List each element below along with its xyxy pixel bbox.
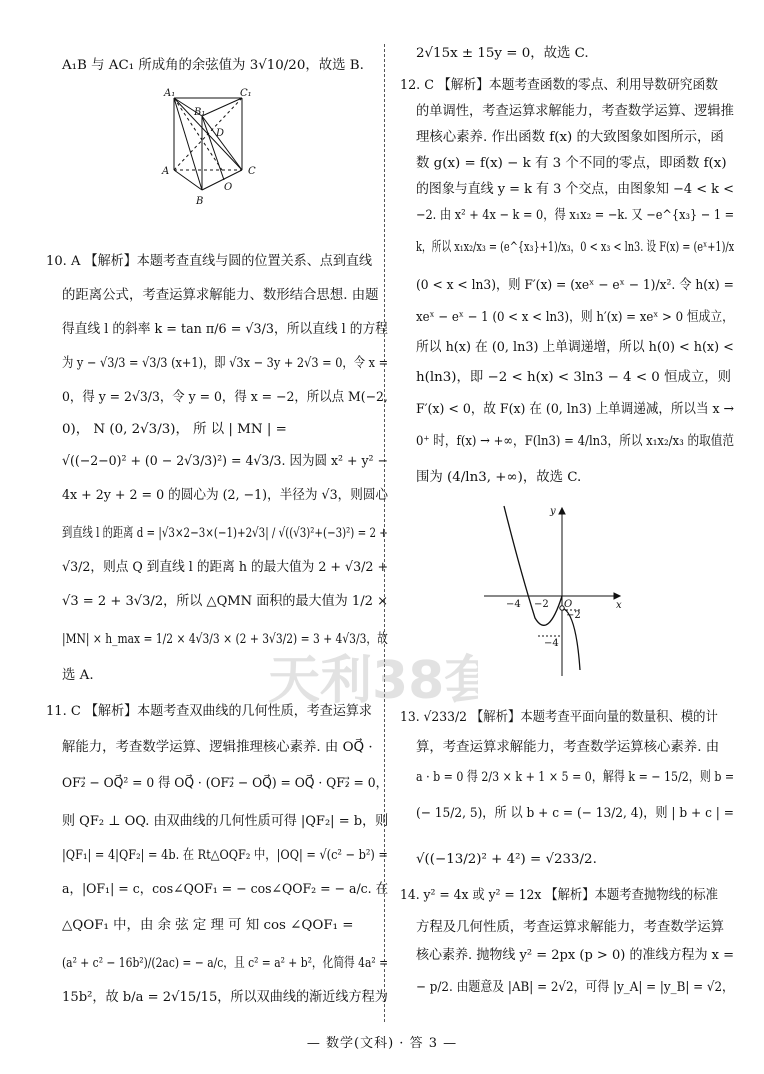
tick-y-neg2: −2 <box>566 610 581 621</box>
text-line: k，所以 x₁x₂/x₃ = (e^{x₃}+1)/x₃，0 < x₃ < ln3. 设 F(x) = (eˣ+1)/x <box>416 240 735 255</box>
label-D: D <box>216 128 225 139</box>
x-arrow <box>614 593 620 599</box>
x-label: x <box>616 600 622 611</box>
text-line: △QOF₁ 中，由 余 弦 定 理 可 知 cos ∠QOF₁ = <box>62 918 354 933</box>
text-line: 11. C 【解析】本题考查双曲线的几何性质，考查运算求 <box>46 704 372 719</box>
text-line: 的图象与直线 y = k 有 3 个交点，由图象知 −4 < k < <box>416 182 734 197</box>
tick-neg4: −4 <box>506 599 521 610</box>
text-line: A₁B 与 AC₁ 所成角的余弦值为 3√10/20，故选 B. <box>62 58 364 73</box>
text-line: 2√15x ± 15y = 0，故选 C. <box>416 46 589 61</box>
text-line: a，|OF₁| = c，cos∠QOF₁ = − cos∠QOF₂ = − a/c. 在 <box>62 882 389 897</box>
text-line: F′(x) < 0，故 F(x) 在 (0, ln3) 上单调递减，所以当 x → <box>416 402 735 417</box>
edge <box>174 170 202 190</box>
text-line: 10. A 【解析】本题考查直线与圆的位置关系、点到直线 <box>46 254 373 269</box>
text-line: 4x + 2y + 2 = 0 的圆心为 (2, −1)，半径为 √3，则圆心 <box>62 488 389 503</box>
text-line: 核心素养. 抛物线 y² = 2px (p > 0) 的准线方程为 x = <box>416 948 735 963</box>
label-C: C <box>248 166 256 177</box>
text-line: h(ln3)，即 −2 < h(x) < 3ln3 − 4 < 0 恒成立，则 <box>416 370 732 385</box>
text-line: 所以 h(x) 在 (0, ln3) 上单调递增，所以 h(0) < h(x) < <box>416 340 734 355</box>
text-line: OF₂⃗ − OQ⃗² = 0 得 OQ⃗ · (OF₂⃗ − OQ⃗) = OQ⃗ · QF₂⃗ = 0， <box>62 776 388 791</box>
text-line: 为 y − √3/3 = √3/3 (x+1)，即 √3x − 3y + 2√3 = 0，令 x = <box>62 356 389 371</box>
text-line: xeˣ − eˣ − 1 (0 < x < ln3)，则 h′(x) = xeˣ > 0 恒成立， <box>416 310 734 325</box>
text-line: 15b²，故 b/a = 2√15/15，所以双曲线的渐近线方程为 <box>62 990 388 1005</box>
text-line: 理核心素养. 作出函数 f(x) 的大致图象如图所示，函 <box>416 130 724 145</box>
text-line: 到直线 l 的距离 d = |√3×2−3×(−1)+2√3| / √((√3)²+(−3)²) = 2 + <box>62 526 388 541</box>
page-footer: — 数学(文科) · 答 3 — <box>306 1036 458 1051</box>
label-B1: B₁ <box>194 107 206 118</box>
tick-y-neg4: −4 <box>544 638 559 649</box>
text-line: 13. √233/2 【解析】本题考查平面向量的数量积、模的计 <box>400 710 718 725</box>
edge <box>202 98 242 116</box>
text-line: a · b = 0 得 2/3 × k + 1 × 5 = 0，解得 k = − 15/2，则 b = <box>416 770 735 785</box>
y-arrow <box>559 508 565 514</box>
text-line: 0⁺ 时，f(x) → +∞，F(ln3) = 4/ln3，所以 x₁x₂/x₃ 的取值范 <box>416 434 735 449</box>
text-line: √3/2，则点 Q 到直线 l 的距离 h 的最大值为 2 + √3/2 + <box>62 560 389 575</box>
text-line: 的单调性，考查运算求解能力，考查数学运算、逻辑推 <box>416 104 734 119</box>
watermark-text: 天利38套 <box>268 651 478 711</box>
text-line: 的距离公式，考查运算求解能力、数形结合思想. 由题 <box>62 288 379 303</box>
text-line: √((−2−0)² + (0 − 2√3/3)²) = 4√3/3. 因为圆 x² + y² − <box>62 454 388 469</box>
label-A: A <box>162 166 170 177</box>
text-line: − p/2. 由题意及 |AB| = 2√2，可得 |y_A| = |y_B| = √2， <box>416 980 734 995</box>
text-line: 则 QF₂ ⊥ OQ. 由双曲线的几何性质可得 |QF₂| = b，则 <box>62 814 389 829</box>
text-line: √((−13/2)² + 4²) = √233/2. <box>416 852 597 867</box>
text-line: 围为 (4/ln3, +∞)，故选 C. <box>416 470 582 485</box>
text-line: 14. y² = 4x 或 y² = 12x 【解析】本题考查抛物线的标准 <box>400 888 718 903</box>
text-line: −2. 由 x² + 4x − k = 0，得 x₁x₂ = −k. 又 −e^{x₃} − 1 = <box>416 208 735 223</box>
text-line: |QF₁| = 4|QF₂| = 4b. 在 Rt△OQF₂ 中，|OQ| = √(c² − b²) = <box>62 848 388 863</box>
text-line: (a² + c² − 16b²)/(2ac) = − a/c，且 c² = a² + b²，化简得 4a² = <box>62 956 389 971</box>
text-line: 0，得 y = 2√3/3，令 y = 0，得 x = −2，所以点 M(−2, <box>62 390 388 405</box>
text-line: 解能力，考查数学运算、逻辑推理核心素养. 由 OQ⃗ · <box>62 740 373 755</box>
text-line: 12. C 【解析】本题考查函数的零点、利用导数研究函数 <box>400 78 718 93</box>
watermark-logo <box>268 612 478 732</box>
text-line: 算，考查运算求解能力，考查数学运算核心素养. 由 <box>416 740 720 755</box>
text-line: 方程及几何性质，考查运算求解能力，考查数学运算 <box>416 920 724 935</box>
y-label: y <box>550 506 556 517</box>
text-line: 数 g(x) = f(x) − k 有 3 个不同的零点，即函数 f(x) <box>416 156 727 171</box>
text-line: 0)， N (0, 2√3/3)， 所 以 | MN | = <box>62 422 287 437</box>
origin-label: O <box>564 599 573 610</box>
label-A1: A₁ <box>164 88 176 99</box>
label-O: O <box>224 182 233 193</box>
diagonal <box>202 116 242 170</box>
prism-figure <box>150 84 290 214</box>
label-C1: C₁ <box>240 88 252 99</box>
text-line: 选 A. <box>62 668 94 683</box>
text-line: (− 15/2, 5)，所 以 b + c = (− 13/2, 4)，则 | b + c | = <box>416 806 734 821</box>
function-graph <box>480 500 630 680</box>
text-line: (0 < x < ln3)，则 F′(x) = (xeˣ − eˣ − 1)/x². 令 h(x) = <box>416 278 734 293</box>
text-line: √3 = 2 + 3√3/2，所以 △QMN 面积的最大值为 1/2 × <box>62 594 389 609</box>
text-line: 得直线 l 的斜率 k = tan π/6 = √3/3，所以直线 l 的方程 <box>62 322 388 337</box>
tick-neg2: −2 <box>534 599 549 610</box>
text-line: |MN| × h_max = 1/2 × 4√3/3 × (2 + 3√3/2) = 3 + 4√3/3，故 <box>62 632 388 647</box>
label-B: B <box>196 196 204 207</box>
